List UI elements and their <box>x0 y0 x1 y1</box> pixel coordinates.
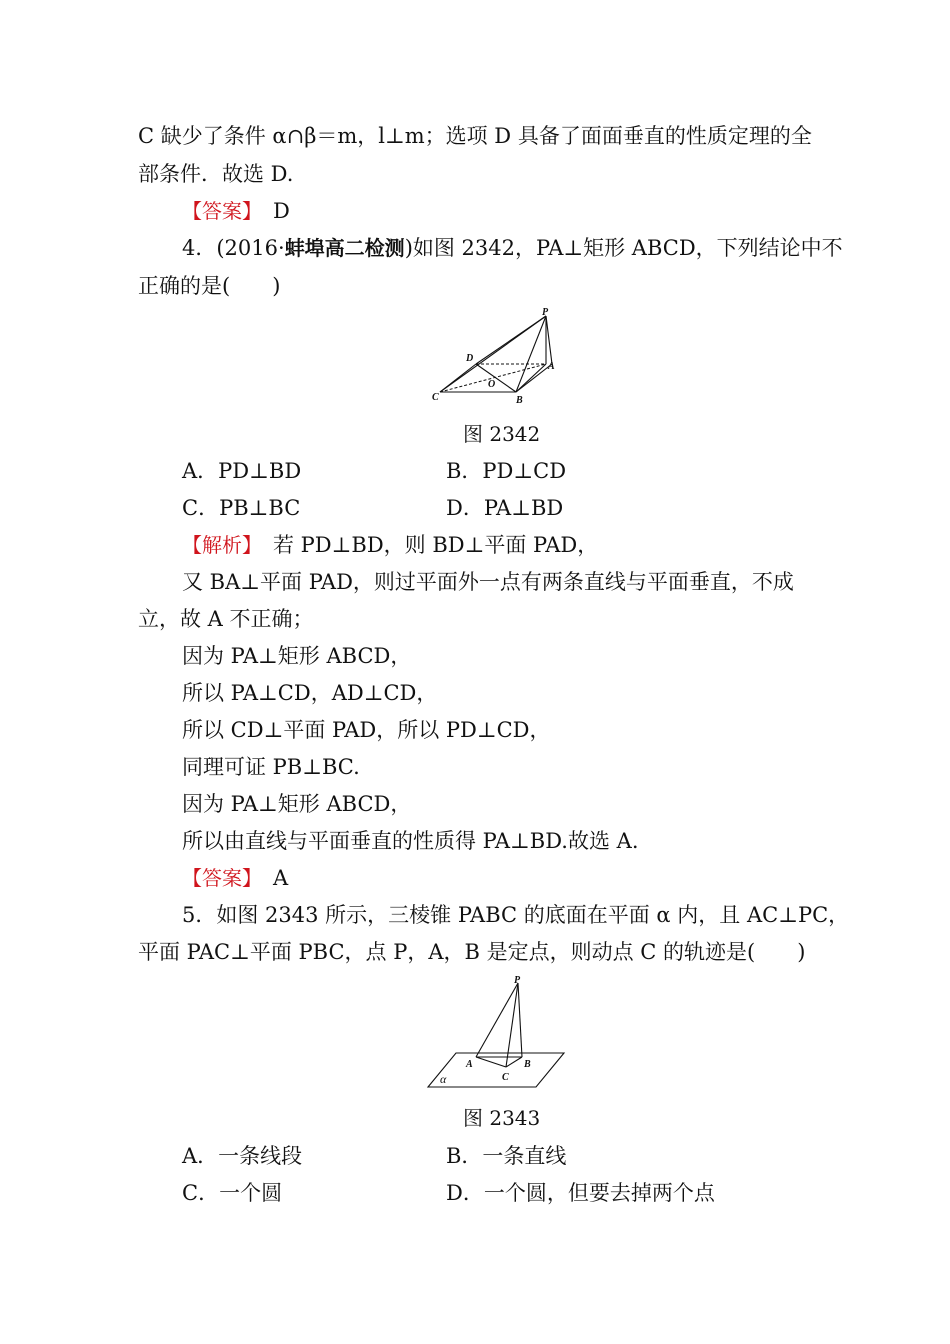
answer-row <box>182 864 288 892</box>
text-line: 因为 PA⊥矩形 ABCD， <box>182 644 412 668</box>
text-line: 所以 PA⊥CD，AD⊥CD， <box>182 681 438 705</box>
label-alpha: α <box>440 1072 447 1086</box>
option-b: B．一条直线 <box>446 1144 567 1168</box>
answer-tag: 【答案】 <box>182 199 252 223</box>
label-C: C <box>502 1072 509 1083</box>
text-line: 因为 PA⊥矩形 ABCD， <box>182 792 412 816</box>
figure-2343 <box>424 975 570 1093</box>
question-line: 平面 PAC⊥平面 PBC，点 P，A，B 是定点，则动点 C 的轨迹是( ) <box>138 940 806 964</box>
analysis-row: 【解析】 若 PD⊥BD，则 BD⊥平面 PAD， <box>182 533 599 557</box>
label-P: P <box>514 975 521 986</box>
answer-value: D <box>273 199 290 223</box>
option-d: D．一个圆，但要去掉两个点 <box>446 1181 715 1205</box>
option-b: B．PD⊥CD <box>446 459 567 483</box>
label-P: P <box>542 307 549 318</box>
question-line: 5．如图 2343 所示，三棱锥 PABC 的底面在平面 α 内，且 AC⊥PC， <box>182 903 850 927</box>
text-line: 立，故 A 不正确； <box>138 607 314 631</box>
answer-tag: 【答案】 <box>182 866 252 890</box>
label-B: B <box>516 395 523 406</box>
option-d: D．PA⊥BD <box>446 496 564 520</box>
text-line: C 缺少了条件 α∩β＝m，l⊥m；选项 D 具备了面面垂直的性质定理的全 <box>138 124 812 148</box>
label-B: B <box>524 1059 531 1070</box>
option-c: C．PB⊥BC <box>182 496 301 520</box>
question-line: 4．(2016·蚌埠高二检测)如图 2342，PA⊥矩形 ABCD，下列结论中不 <box>182 236 843 260</box>
source-label: 蚌埠高二检测 <box>284 236 405 260</box>
label-A: A <box>466 1059 473 1070</box>
text-line: 所以 CD⊥平面 PAD，所以 PD⊥CD， <box>182 718 551 742</box>
label-D: D <box>466 353 474 364</box>
analysis-tag: 【解析】 <box>182 533 252 557</box>
label-C: C <box>432 392 439 403</box>
answer-value: A <box>273 866 289 890</box>
text-line: 部条件．故选 D. <box>138 162 294 186</box>
option-c: C．一个圆 <box>182 1181 283 1205</box>
text-line: 所以由直线与平面垂直的性质得 PA⊥BD.故选 A. <box>182 829 639 853</box>
figure-caption: 图 2343 <box>463 1106 541 1130</box>
text-line: 又 BA⊥平面 PAD，则过平面外一点有两条直线与平面垂直，不成 <box>182 570 794 594</box>
label-O: O <box>488 379 496 390</box>
text-line: 同理可证 PB⊥BC. <box>182 755 360 779</box>
figure-caption: 图 2342 <box>463 422 541 446</box>
question-line: 正确的是( ) <box>138 274 281 298</box>
label-A: A <box>548 361 555 372</box>
option-a: A．一条线段 <box>182 1144 303 1168</box>
option-a: A．PD⊥BD <box>182 459 302 483</box>
figure-2342 <box>430 306 560 410</box>
answer-row <box>182 197 290 225</box>
